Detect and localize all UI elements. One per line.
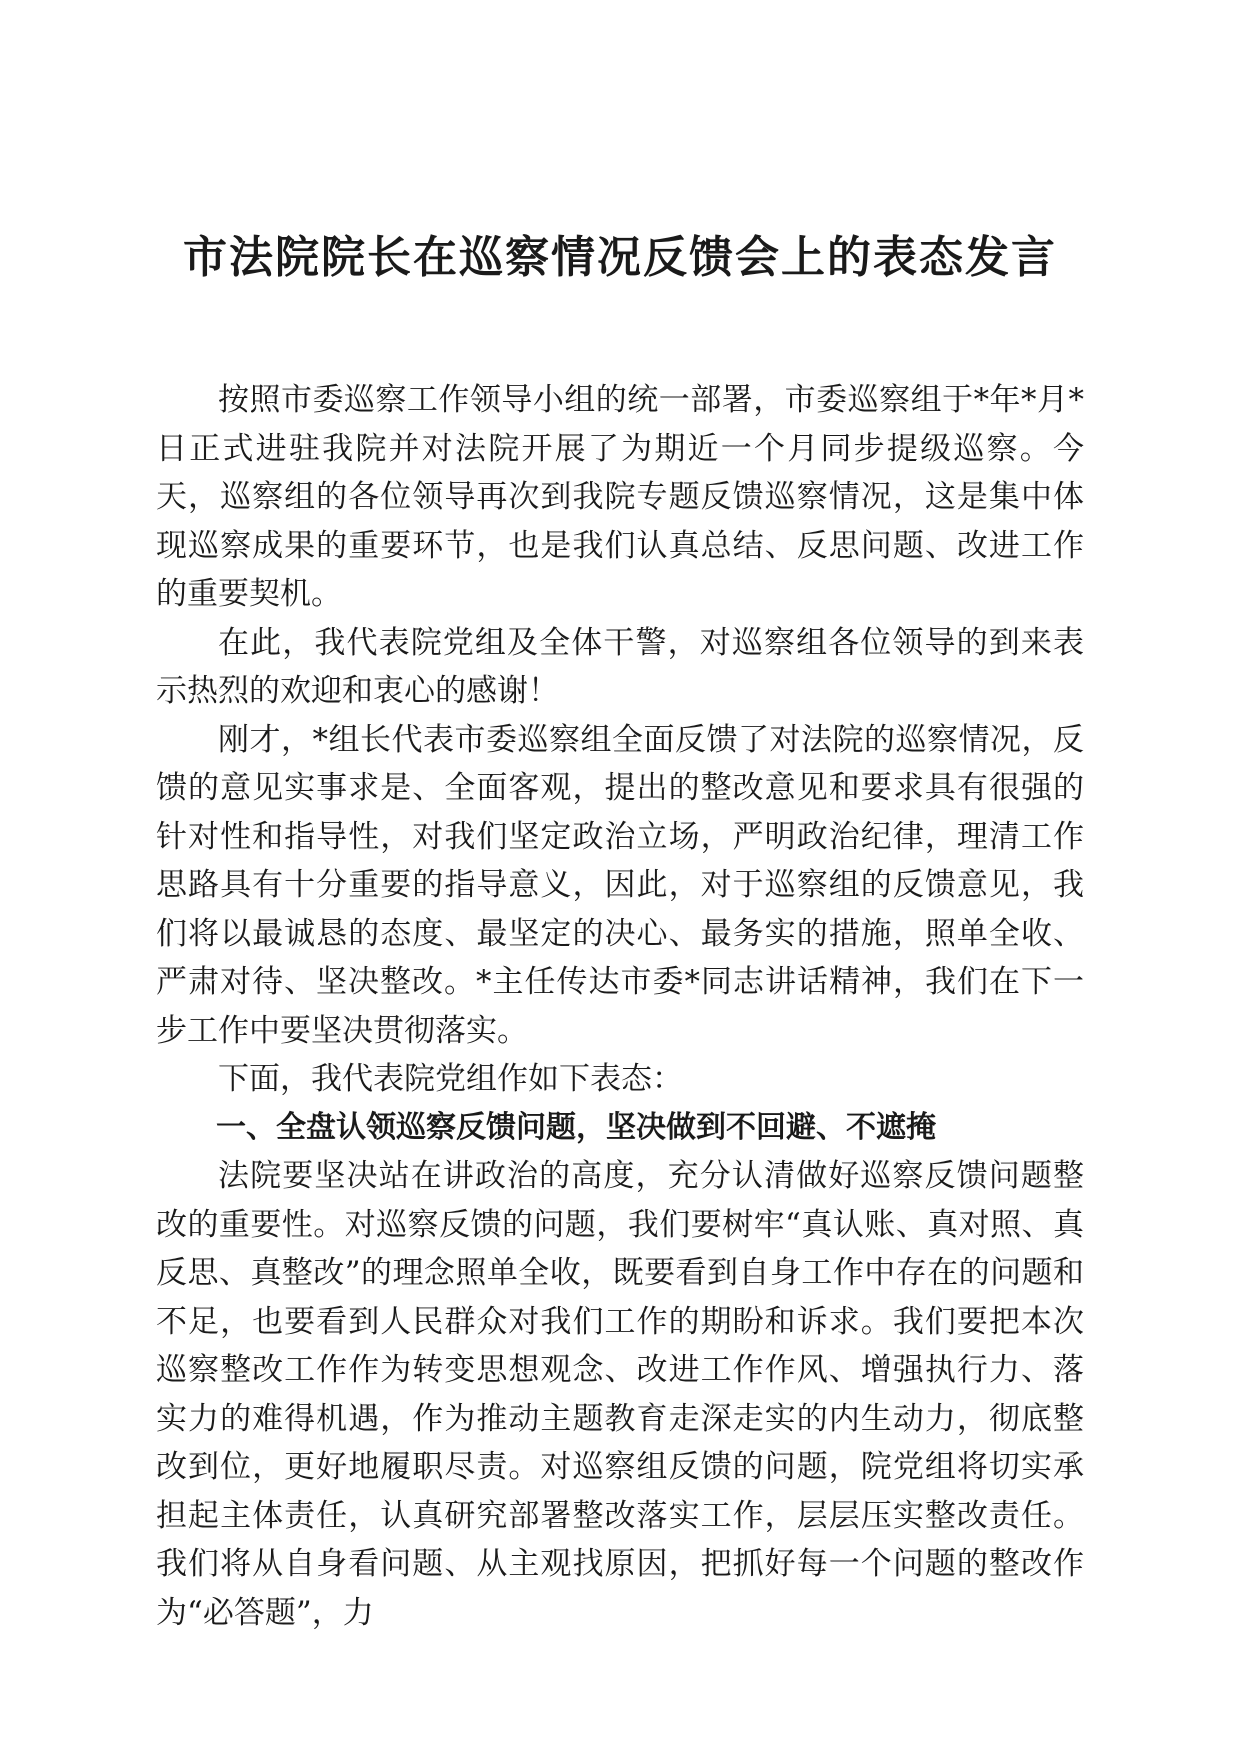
paragraph-feedback: 刚才，*组长代表市委巡察组全面反馈了对法院的巡察情况，反馈的意见实事求是、全面客观，提出的整改意见和要求具有很强的针对性和指导性，对我们坚定政治立场，严明政治纪律，理清工作思路具有十分重要的指导意义，因此，对于巡察组的反馈意见，我们将以最诚恳的态度、最坚定的决心、最务实的措施，照单全收、严肃对待、坚决整改。*主任传达市委*同志讲话精神，我们在下一步工作中要坚决贯彻落实。 xyxy=(156,721,1084,1049)
paragraph-intro: 按照市委巡察工作领导小组的统一部署，市委巡察组于*年*月*日正式进驻我院并对法院开展了为期近一个月同步提级巡察。今天，巡察组的各位领导再次到我院专题反馈巡察情况，这是集中体现巡察成果的重要环节，也是我们认真总结、反思问题、改进工作的重要契机。 xyxy=(156,382,1084,612)
paragraph-section-1: 法院要坚决站在讲政治的高度，充分认清做好巡察反馈问题整改的重要性。对巡察反馈的问题，我们要树牢“真认账、真对照、真反思、真整改”的理念照单全收，既要看到自身工作中存在的问题和不足，也要看到人民群众对我们工作的期盼和诉求。我们要把本次巡察整改工作作为转变思想观念、改进工作作风、增强执行力、落实力的难得机遇，作为推动主题教育走深走实的内生动力，彻底整改到位，更好地履职尽责。对巡察组反馈的问题，院党组将切实承担起主体责任，认真研究部署整改落实工作，层层压实整改责任。我们将从自身看问题、从主观找原因，把抓好每一个问题的整改作为“必答题”，力 xyxy=(156,1158,1084,1631)
paragraph-welcome: 在此，我代表院党组及全体干警，对巡察组各位领导的到来表示热烈的欢迎和衷心的感谢！ xyxy=(156,624,1084,709)
paragraph-statement-lead: 下面，我代表院党组作如下表态： xyxy=(218,1061,683,1097)
section-heading-1: 一、全盘认领巡察反馈问题，坚决做到不回避、不遮掩 xyxy=(216,1109,936,1145)
document-title: 市法院院长在巡察情况反馈会上的表态发言 xyxy=(183,232,1057,283)
document-body xyxy=(156,376,1084,1637)
